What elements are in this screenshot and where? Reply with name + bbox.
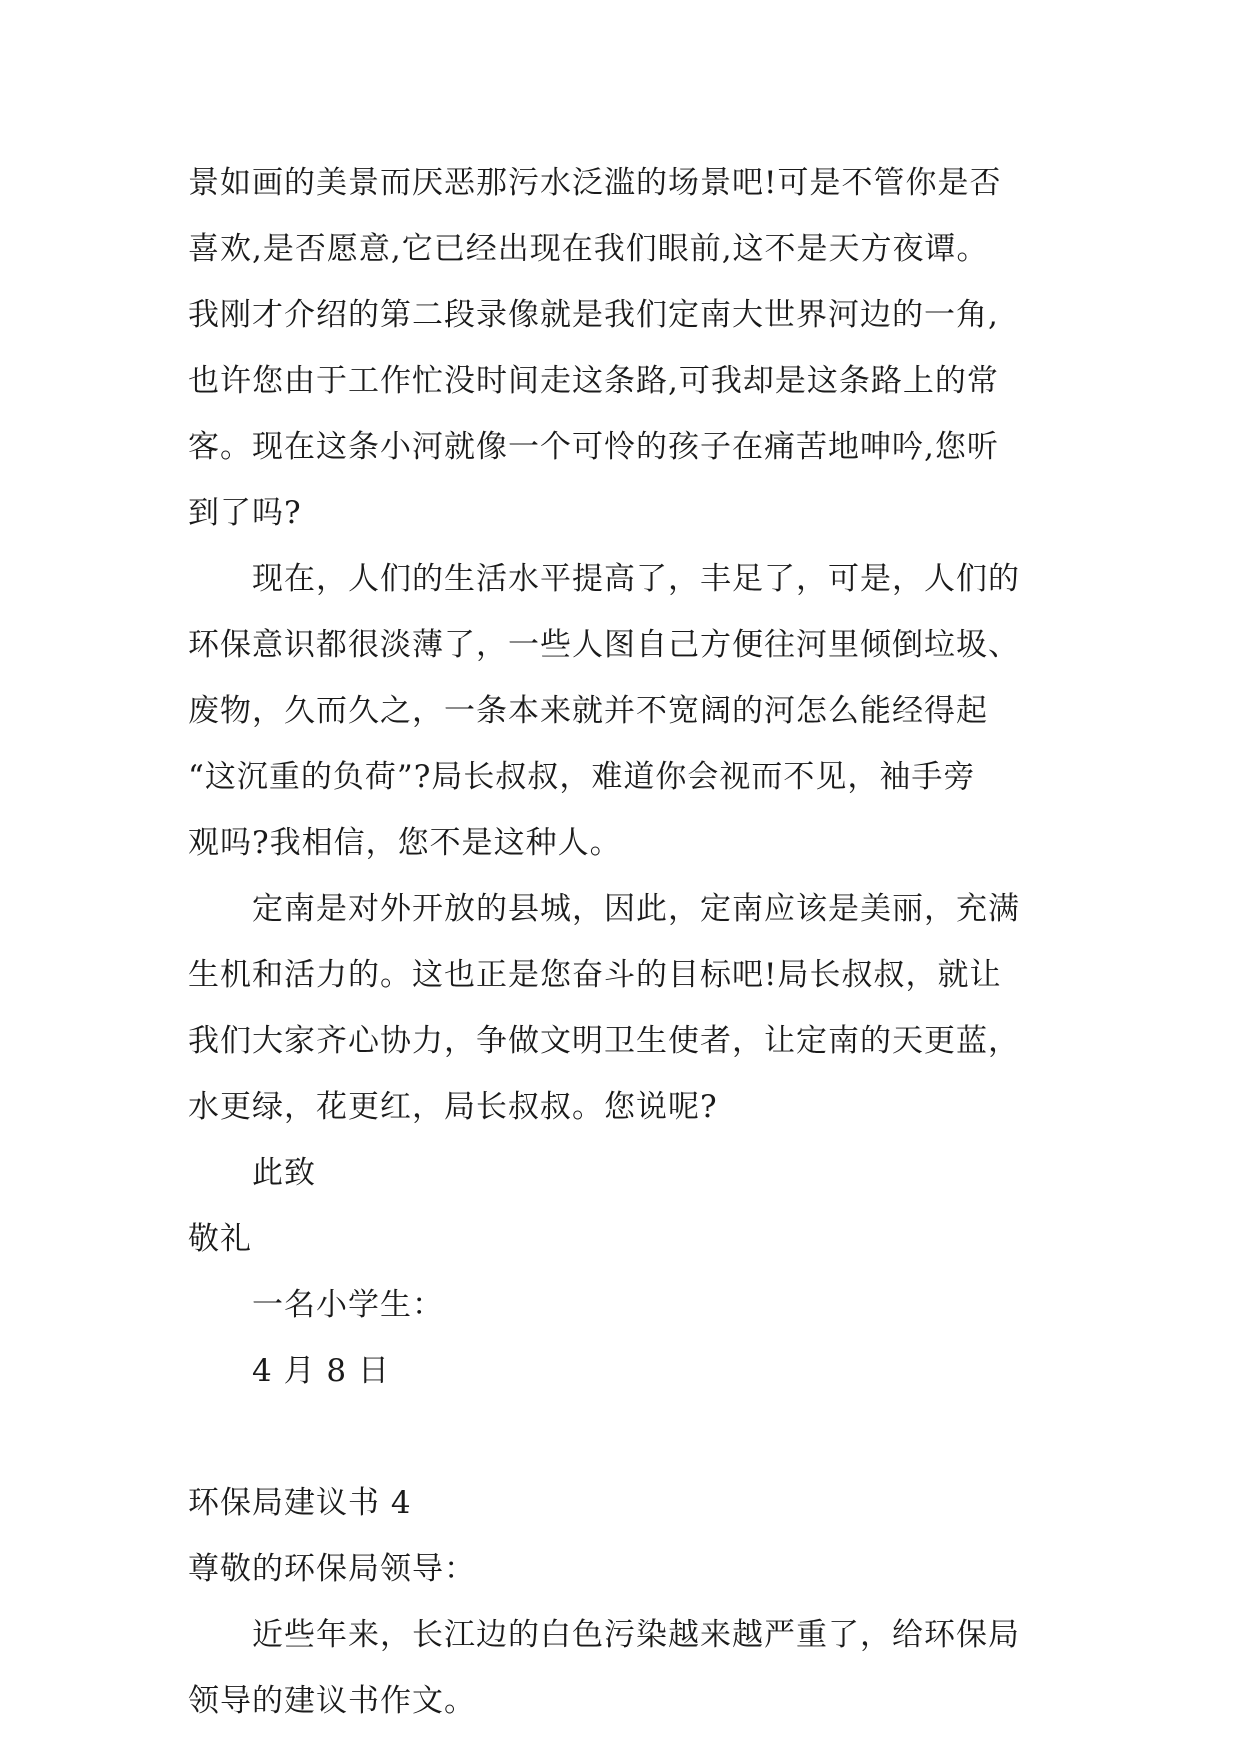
- text-line: 我刚才介绍的第二段录像就是我们定南大世界河边的一角,: [188, 297, 999, 333]
- text-line: 到了吗?: [188, 495, 302, 531]
- text-line: 生机和活力的。这也正是您奋斗的目标吧!局长叔叔，就让: [188, 957, 1002, 993]
- text-line: 近些年来，长江边的白色污染越来越严重了，给环保局: [252, 1617, 1020, 1653]
- text-line: 水更绿，花更红，局长叔叔。您说呢?: [188, 1089, 718, 1125]
- letter3-paragraph-3: [188, 876, 1068, 1140]
- text-line: 领导的建议书作文。: [188, 1683, 476, 1719]
- signature: 一名小学生：: [252, 1287, 444, 1323]
- document-page: [188, 150, 1068, 1734]
- section-gap: [188, 1404, 1068, 1470]
- letter3-paragraph-1: [188, 150, 1068, 546]
- closing: 此致: [252, 1155, 316, 1191]
- text-line: 我们大家齐心协力，争做文明卫生使者，让定南的天更蓝，: [188, 1023, 1020, 1059]
- text-line: 喜欢,是否愿意,它已经出现在我们眼前,这不是天方夜谭。: [188, 231, 989, 267]
- text-line: “这沉重的负荷”?局长叔叔，难道你会视而不见，袖手旁: [188, 759, 976, 795]
- letter3-paragraph-2: [188, 546, 1068, 876]
- text-line: 现在，人们的生活水平提高了，丰足了，可是，人们的: [252, 561, 1020, 597]
- date: 4 月 8 日: [252, 1353, 391, 1389]
- text-line: 也许您由于工作忙没时间走这条路,可我却是这条路上的常: [188, 363, 999, 399]
- letter4-paragraph-1: [188, 1602, 1068, 1734]
- text-line: 景如画的美景而厌恶那污水泛滥的场景吧!可是不管你是否: [188, 165, 1002, 201]
- text-line: 环保意识都很淡薄了，一些人图自己方便往河里倾倒垃圾、: [188, 627, 1020, 663]
- text-line: 废物，久而久之，一条本来就并不宽阔的河怎么能经得起: [188, 693, 988, 729]
- letter4-title: 环保局建议书 4: [188, 1485, 412, 1521]
- text-line: 观吗?我相信，您不是这种人。: [188, 825, 622, 861]
- text-line: 定南是对外开放的县城，因此，定南应该是美丽，充满: [252, 891, 1020, 927]
- text-line: 客。现在这条小河就像一个可怜的孩子在痛苦地呻吟,您听: [188, 429, 999, 465]
- letter4-greeting: 尊敬的环保局领导：: [188, 1551, 476, 1587]
- salute: 敬礼: [188, 1221, 252, 1257]
